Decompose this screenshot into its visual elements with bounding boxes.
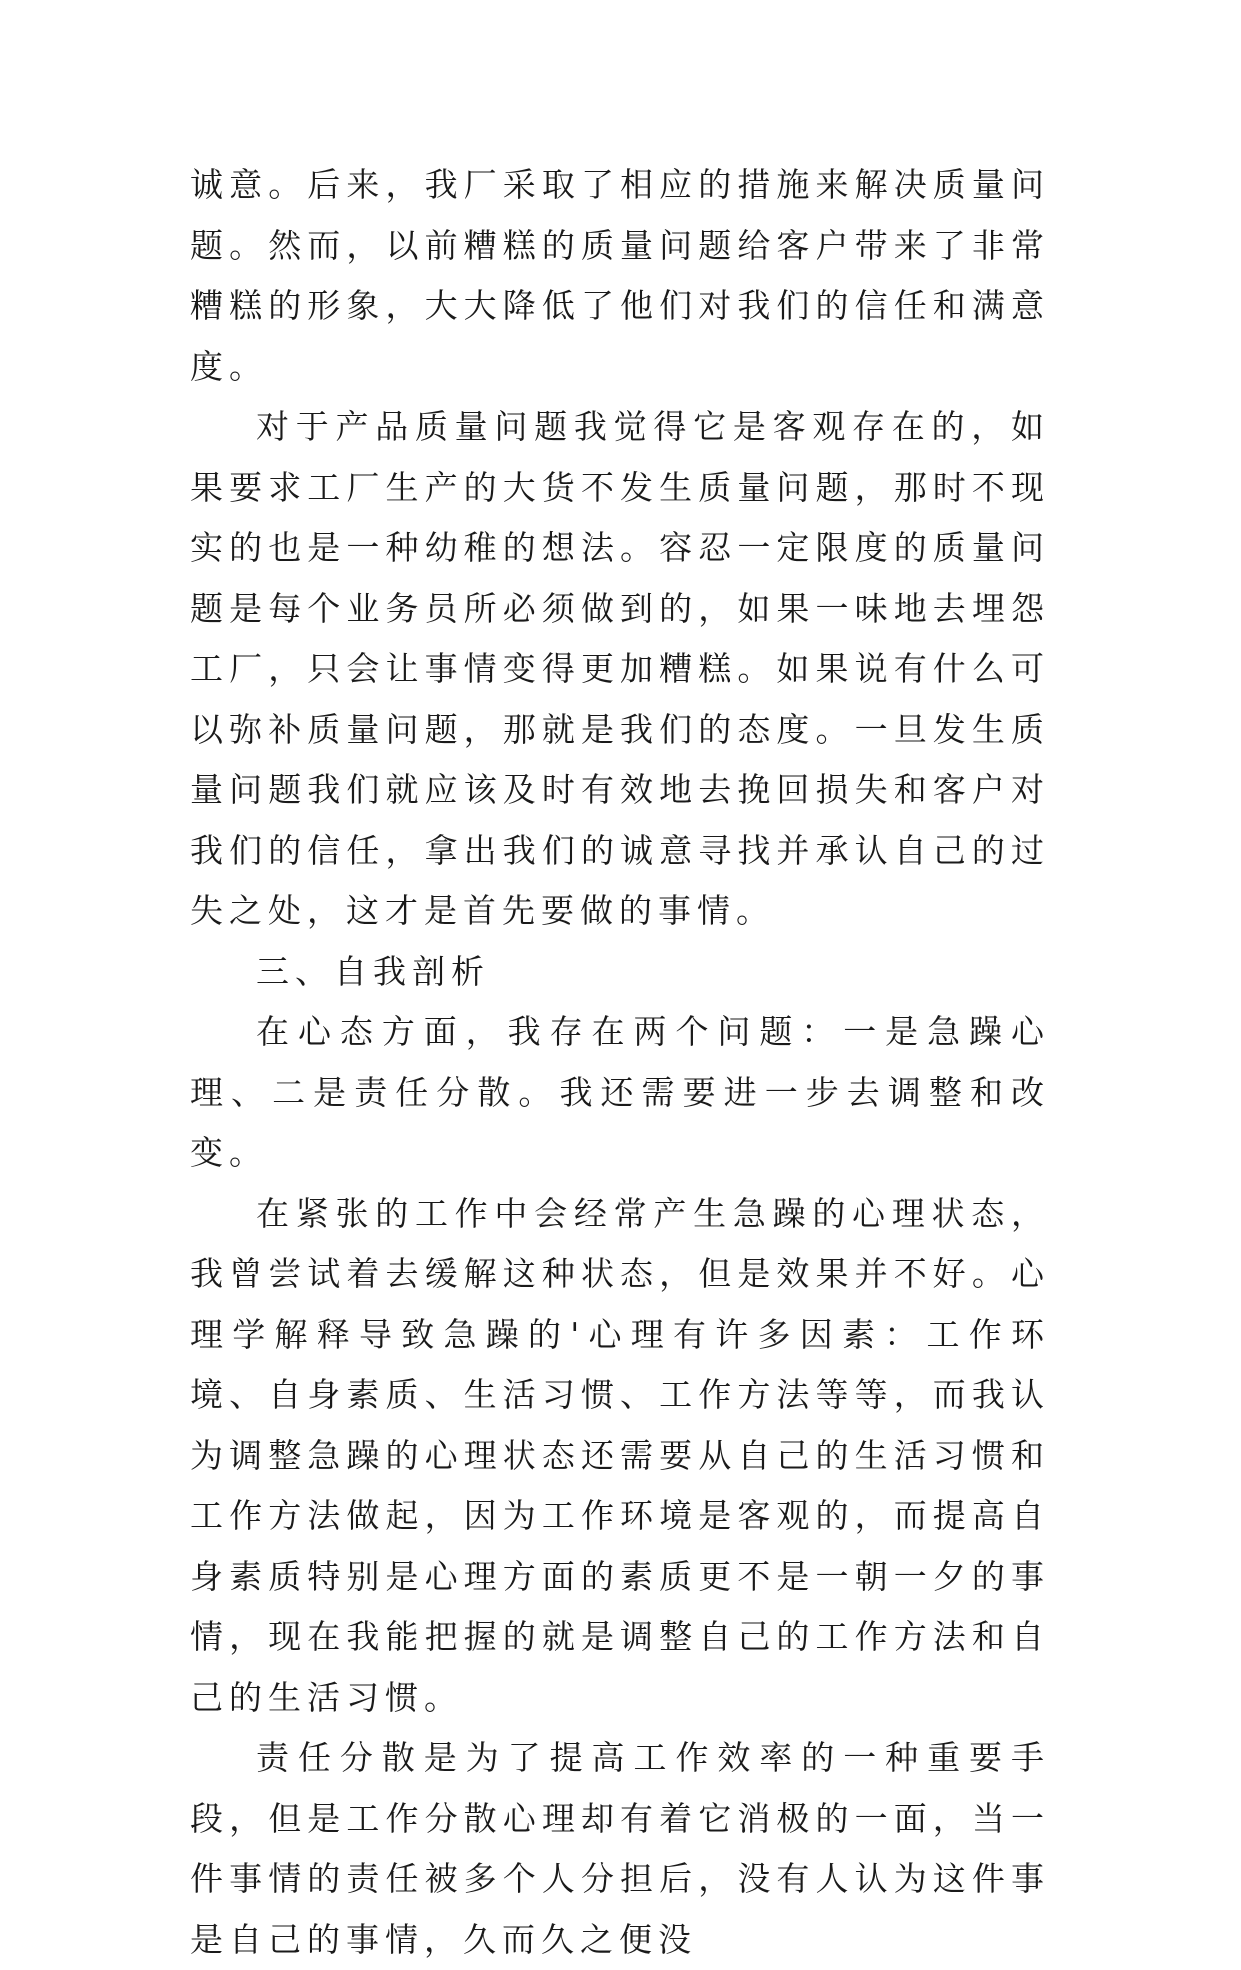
paragraph-impatience: 在紧张的工作中会经常产生急躁的心理状态，我曾尝试着去缓解这种状态，但是效果并不好。心理学解释导致急躁的'心理有许多因素：工作环境、自身素质、生活习惯、工作方法等等，而我认为调整急躁的心理状态还需要从自己的生活习惯和工作方法做起，因为工作环境是客观的，而提高自身素质特别是心理方面的素质更不是一朝一夕的事情，现在我能把握的就是调整自己的工作方法和自己的生活习惯。	[190, 1193, 1050, 1717]
paragraph-continuation: 诚意。后来，我厂采取了相应的措施来解决质量问题。然而，以前糟糕的质量问题给客户带来了非常糟糕的形象，大大降低了他们对我们的信任和满意度。	[190, 165, 1050, 386]
paragraph-quality-attitude: 对于产品质量问题我觉得它是客观存在的，如果要求工厂生产的大货不发生质量问题，那时不现实的也是一种幼稚的想法。容忍一定限度的质量问题是每个业务员所必须做到的，如果一味地去埋怨工厂，只会让事情变得更加糟糕。如果说有什么可以弥补质量问题，那就是我们的态度。一旦发生质量问题我们就应该及时有效地去挽回损失和客户对我们的信任，拿出我们的诚意寻找并承认自己的过失之处，这才是首先要做的事情。	[190, 407, 1050, 930]
document-body	[190, 155, 1050, 1970]
paragraph-responsibility-diffusion: 责任分散是为了提高工作效率的一种重要手段，但是工作分散心理却有着它消极的一面，当一件事情的责任被多个人分担后，没有人认为这件事是自己的事情，久而久之便没	[190, 1738, 1050, 1959]
paragraph-mindset-problems: 在心态方面，我存在两个问题：一是急躁心理、二是责任分散。我还需要进一步去调整和改变。	[190, 1012, 1050, 1172]
section-heading-self-analysis: 三、自我剖析	[256, 951, 490, 991]
